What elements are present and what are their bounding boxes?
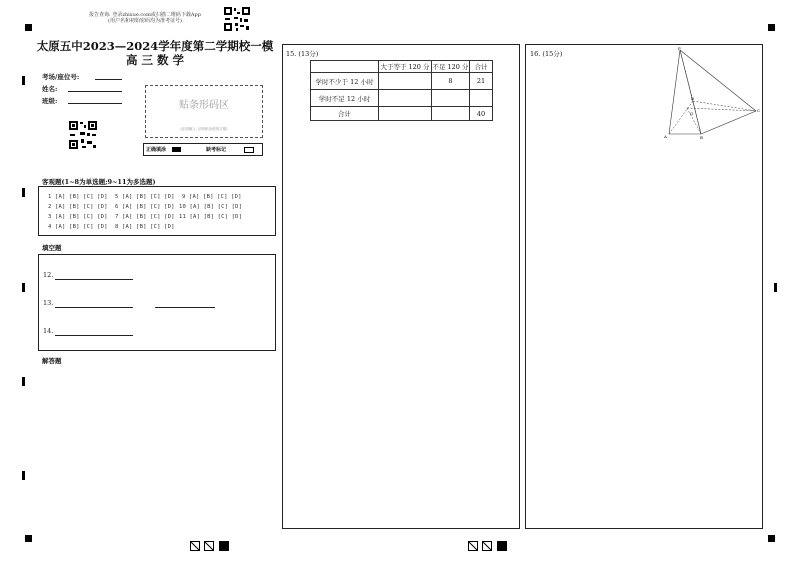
class-label: 班级:: [42, 97, 58, 105]
vertex-b-label: B: [700, 135, 703, 140]
table-cell: 21: [470, 73, 493, 90]
answer-section-title: 解答题: [42, 357, 62, 365]
vertex-p-label: P: [678, 46, 681, 51]
q15-label: 15. (13分): [286, 50, 319, 58]
table-cell: [379, 90, 432, 107]
exam-subtitle: 高 三 数 学: [125, 53, 184, 67]
absent-mark-label: 缺考标记: [206, 147, 227, 153]
q15-answer-box[interactable]: [282, 44, 520, 529]
table-cell: [379, 107, 432, 121]
q16-answer-box[interactable]: [525, 44, 763, 529]
page-id-icon: [468, 541, 508, 551]
notice-line-2: (用户名和初始密码均为准考证号): [108, 18, 182, 24]
table-cell: [379, 73, 432, 90]
table-row: [311, 73, 493, 90]
timing-mark: [774, 283, 777, 292]
choice-q2[interactable]: 2 [A] [B] [C] [D]: [48, 204, 108, 210]
barcode-area: [145, 85, 263, 138]
choice-q10[interactable]: 10 [A] [B] [C] [D]: [179, 204, 243, 210]
q14-label: 14.: [43, 327, 54, 335]
choice-q7[interactable]: 7 [A] [B] [C] [D]: [115, 214, 175, 220]
qr-code-icon: [223, 6, 251, 32]
timing-mark: [22, 471, 25, 480]
choice-q6[interactable]: 6 [A] [B] [C] [D]: [115, 204, 175, 210]
choice-q9[interactable]: 9 [A] [B] [C] [D]: [182, 194, 242, 200]
table-header-row: [311, 61, 493, 73]
page-id-marks: [190, 536, 230, 555]
table-cell: 学时不足 12 小时: [311, 90, 379, 107]
fill-blank-box: [38, 254, 276, 351]
objective-title: 客观题(1~8为单选题;9~11为多选题): [42, 178, 156, 186]
absent-mark-box[interactable]: [244, 147, 254, 153]
class-field[interactable]: [68, 103, 122, 104]
barcode-note: (正面朝上, 切勿贴出虚线方框): [180, 127, 228, 131]
objective-box: [38, 186, 276, 236]
qr-code-icon: [68, 120, 98, 150]
table-cell: 不足 120 分: [432, 61, 470, 73]
timing-mark: [22, 283, 25, 292]
notice-line-1: 报告查询: 登录zhixue.com或扫描二维码下载App: [89, 12, 201, 18]
fill-legend: [143, 143, 263, 156]
registration-mark: [768, 24, 775, 31]
vertex-d-label: D: [691, 96, 695, 101]
timing-mark: [22, 377, 25, 386]
table-cell: 学时不少于 12 小时: [311, 73, 379, 90]
timing-mark: [22, 188, 25, 197]
table-cell: 40: [470, 107, 493, 121]
table-row: [311, 107, 493, 121]
table-cell: [432, 107, 470, 121]
barcode-label: 贴条形码区: [179, 100, 229, 111]
q13-answer-line-2[interactable]: [155, 307, 215, 308]
q16-label: 16. (15分): [530, 50, 563, 58]
qr-code-top: [223, 6, 251, 36]
registration-mark: [768, 535, 775, 542]
seat-field[interactable]: [95, 79, 122, 80]
name-label: 姓名:: [42, 85, 58, 93]
vertex-c-label: C: [757, 108, 761, 113]
q13-label: 13.: [43, 299, 54, 307]
fill-blank-title: 填空题: [42, 244, 62, 252]
choice-q4[interactable]: 4 [A] [B] [C] [D]: [48, 224, 108, 230]
registration-mark: [25, 24, 32, 31]
point-g-label: G: [690, 111, 694, 116]
seat-label: 考场/座位号:: [42, 73, 80, 81]
q15-contingency-table: [310, 60, 493, 121]
vertex-a-label: A: [664, 134, 667, 139]
table-cell: 合计: [470, 61, 493, 73]
q13-answer-line-1[interactable]: [55, 307, 133, 308]
pyramid-figure: [661, 45, 761, 145]
q12-label: 12.: [43, 271, 54, 279]
timing-mark: [22, 76, 25, 85]
page-id-icon: [190, 541, 230, 551]
name-field[interactable]: [68, 91, 122, 92]
registration-mark: [25, 535, 32, 542]
student-qr: [68, 120, 98, 154]
choice-q1[interactable]: 1 [A] [B] [C] [D]: [48, 194, 108, 200]
choice-q11[interactable]: 11 [A] [B] [C] [D]: [179, 214, 243, 220]
exam-title: 太原五中2023—2024学年度第二学期校一模: [36, 39, 274, 53]
choice-q3[interactable]: 3 [A] [B] [C] [D]: [48, 214, 108, 220]
table-cell: 大于等于 120 分: [379, 61, 432, 73]
q14-answer-line[interactable]: [55, 335, 133, 336]
table-cell: [470, 90, 493, 107]
table-cell: 8: [432, 73, 470, 90]
table-cell: [432, 90, 470, 107]
correct-fill-label: 正确填涂: [146, 147, 167, 153]
table-row: [311, 90, 493, 107]
choice-q8[interactable]: 8 [A] [B] [C] [D]: [115, 224, 175, 230]
correct-fill-sample: [172, 147, 181, 152]
table-cell: 合计: [311, 107, 379, 121]
page-id-marks: [468, 536, 508, 555]
q12-answer-line[interactable]: [55, 279, 133, 280]
table-cell: [311, 61, 379, 73]
choice-q5[interactable]: 5 [A] [B] [C] [D]: [115, 194, 175, 200]
report-notice: [70, 12, 220, 24]
